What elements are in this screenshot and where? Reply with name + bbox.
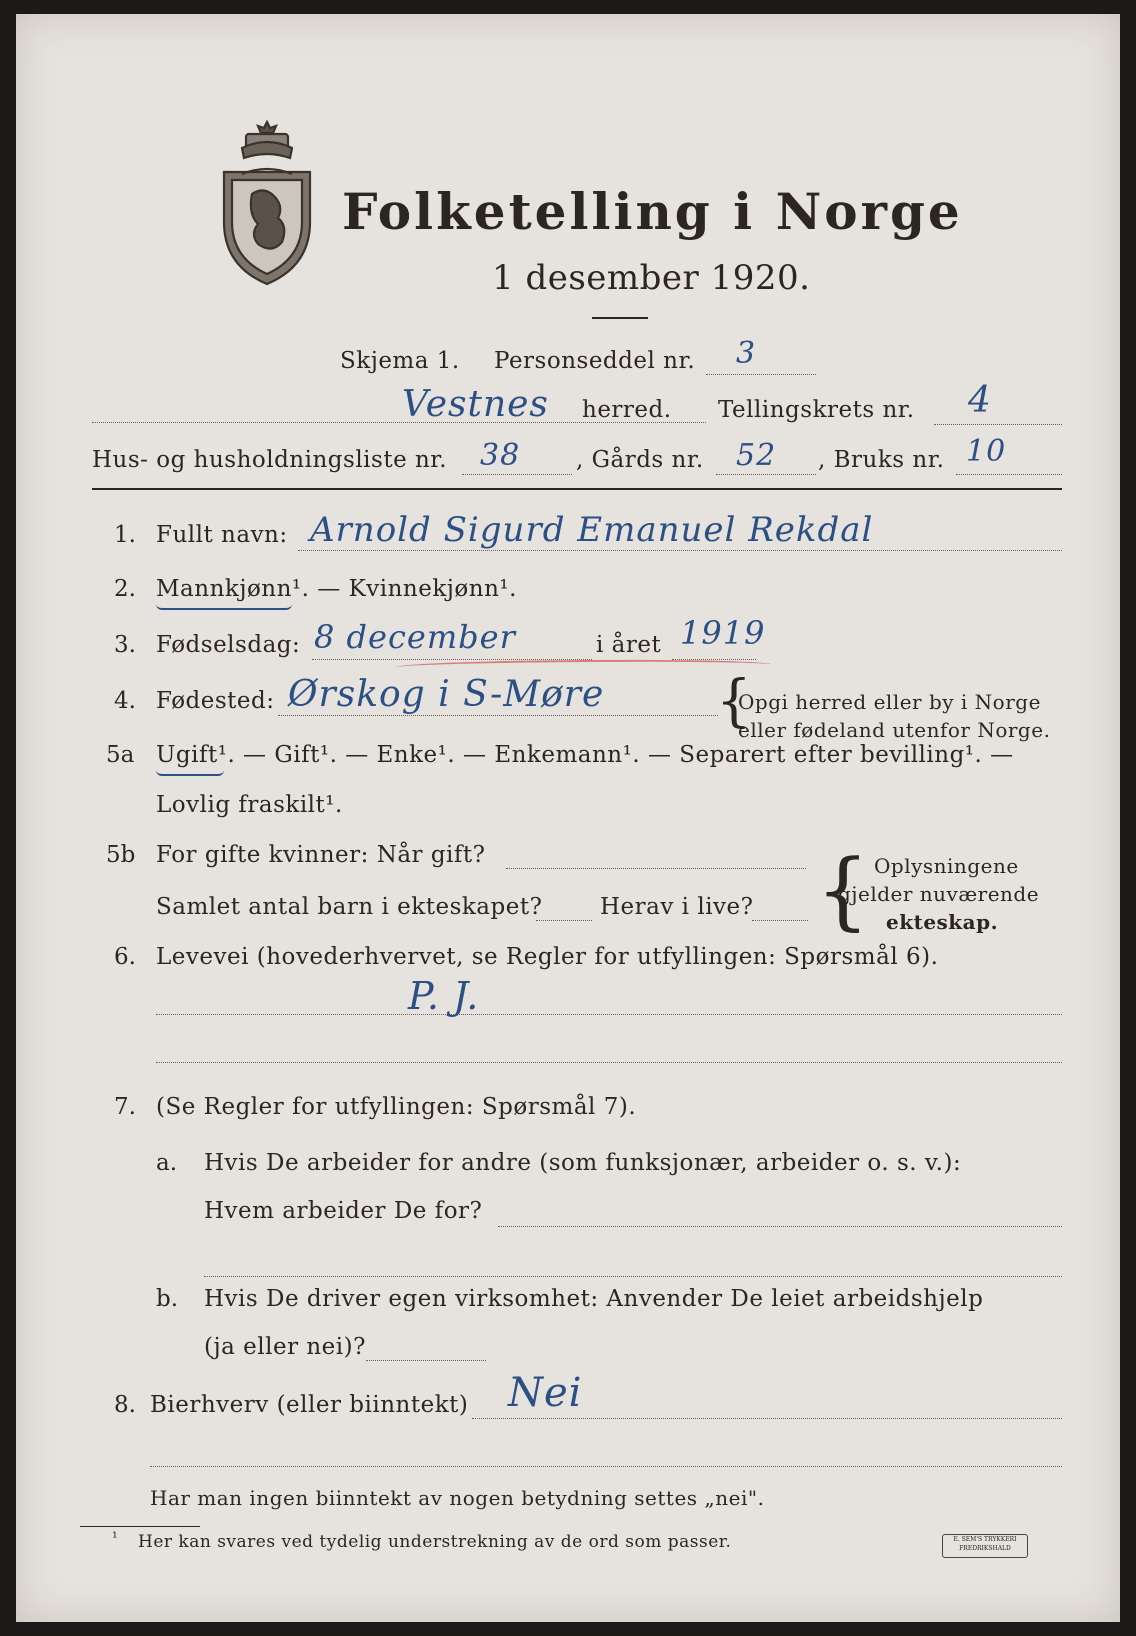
bruks-value: 10 [966,434,1007,469]
birthplace-value: Ørskog i S-Møre [288,674,605,715]
birthdate-value: 8 december [314,618,516,656]
personseddel-value: 3 [736,336,757,371]
tellingskrets-label: Tellingskrets nr. [718,397,915,423]
q7a-line-2: Hvem arbeider De for? [204,1198,483,1224]
herred-label: herred. [582,397,672,423]
q3-number: 3. [114,632,136,658]
q6-number: 6. [114,944,136,970]
q5a-number: 5a [106,742,135,768]
mannkjonn-underline [156,604,292,610]
hus-label: Hus- og husholdningsliste nr. [92,447,448,473]
q2-number: 2. [114,576,136,602]
schema-label: Skjema 1. [340,348,460,374]
full-name-value: Arnold Sigurd Emanuel Rekdal [310,510,874,550]
hus-value: 38 [480,438,521,473]
footnote-text: Her kan svares ved tydelig understrekning av de ord som passer. [138,1532,732,1552]
q5b-note-2: gjelder nuværende [838,882,1040,906]
printer-stamp-text: E. SEM'S TRYKKERI FREDRIKSHALD [953,1536,1017,1552]
q6-label: Levevei (hovederhvervet, se Regler for utfyllingen: Spørsmål 6). [156,944,939,970]
q7a-letter: a. [156,1150,178,1176]
q4-note-2: eller fødeland utenfor Norge. [738,718,1051,742]
q4-brace: { [716,669,752,734]
personseddel-label: Personseddel nr. [494,348,696,374]
q5b-note-3: ekteskap. [886,910,999,934]
q2-label: Mannkjønn¹. — Kvinnekjønn¹. [156,576,517,602]
q5b-note-1: Oplysningene [874,854,1019,878]
printer-stamp [942,1534,1028,1558]
q1-label: Fullt navn: [156,522,288,548]
q3-year-label: i året [596,632,662,658]
q8-label: Bierhverv (eller biinntekt) [150,1392,469,1418]
q1-number: 1. [114,522,136,548]
census-date: 1 desember 1920. [492,258,811,298]
q5b-line-2a: Samlet antal barn i ekteskapet? [156,894,543,920]
q4-label: Fødested: [156,688,275,714]
gards-value: 52 [736,438,777,473]
ugift-underline [156,770,224,776]
q5b-line-1: For gifte kvinner: Når gift? [156,842,486,868]
q5b-number: 5b [106,842,136,868]
coat-of-arms-icon [212,114,322,294]
q7-label: (Se Regler for utfyllingen: Spørsmål 7). [156,1094,637,1120]
footnote-mark: ¹ [112,1530,119,1546]
q5a-line-1: Ugift¹. — Gift¹. — Enke¹. — Enkemann¹. — Separert efter bevilling¹. — [156,742,1014,768]
census-form-sheet [16,14,1120,1622]
q8-number: 8. [114,1392,136,1418]
q7a-line-1: Hvis De arbeider for andre (som funksjonær, arbeider o. s. v.): [204,1150,962,1176]
secondary-income-value: Nei [508,1370,583,1416]
herred-value: Vestnes [402,384,549,425]
q7b-line-2: (ja eller nei)? [204,1334,366,1360]
header-rule [92,488,1062,490]
bruks-label: , Bruks nr. [818,447,945,473]
gards-label: , Gårds nr. [576,447,704,473]
q7b-line-1: Hvis De driver egen virksomhet: Anvender De leiet arbeidshjelp [204,1286,984,1312]
footnote-rule [80,1526,200,1527]
q3-label: Fødselsdag: [156,632,301,658]
birthyear-value: 1919 [680,614,766,652]
q5b-brace: { [816,841,870,939]
q8-note: Har man ingen biinntekt av nogen betydning settes „nei". [150,1486,765,1510]
q7b-letter: b. [156,1286,179,1312]
title-divider [592,317,648,319]
occupation-value: P. J. [408,974,480,1018]
q5b-line-2b: Herav i live? [600,894,754,920]
tellingskrets-value: 4 [968,380,992,421]
q4-number: 4. [114,688,136,714]
q5a-line-2: Lovlig fraskilt¹. [156,792,343,818]
form-title: Folketelling i Norge [342,182,963,241]
q4-note-1: Opgi herred eller by i Norge [738,690,1041,714]
q7-number: 7. [114,1094,136,1120]
